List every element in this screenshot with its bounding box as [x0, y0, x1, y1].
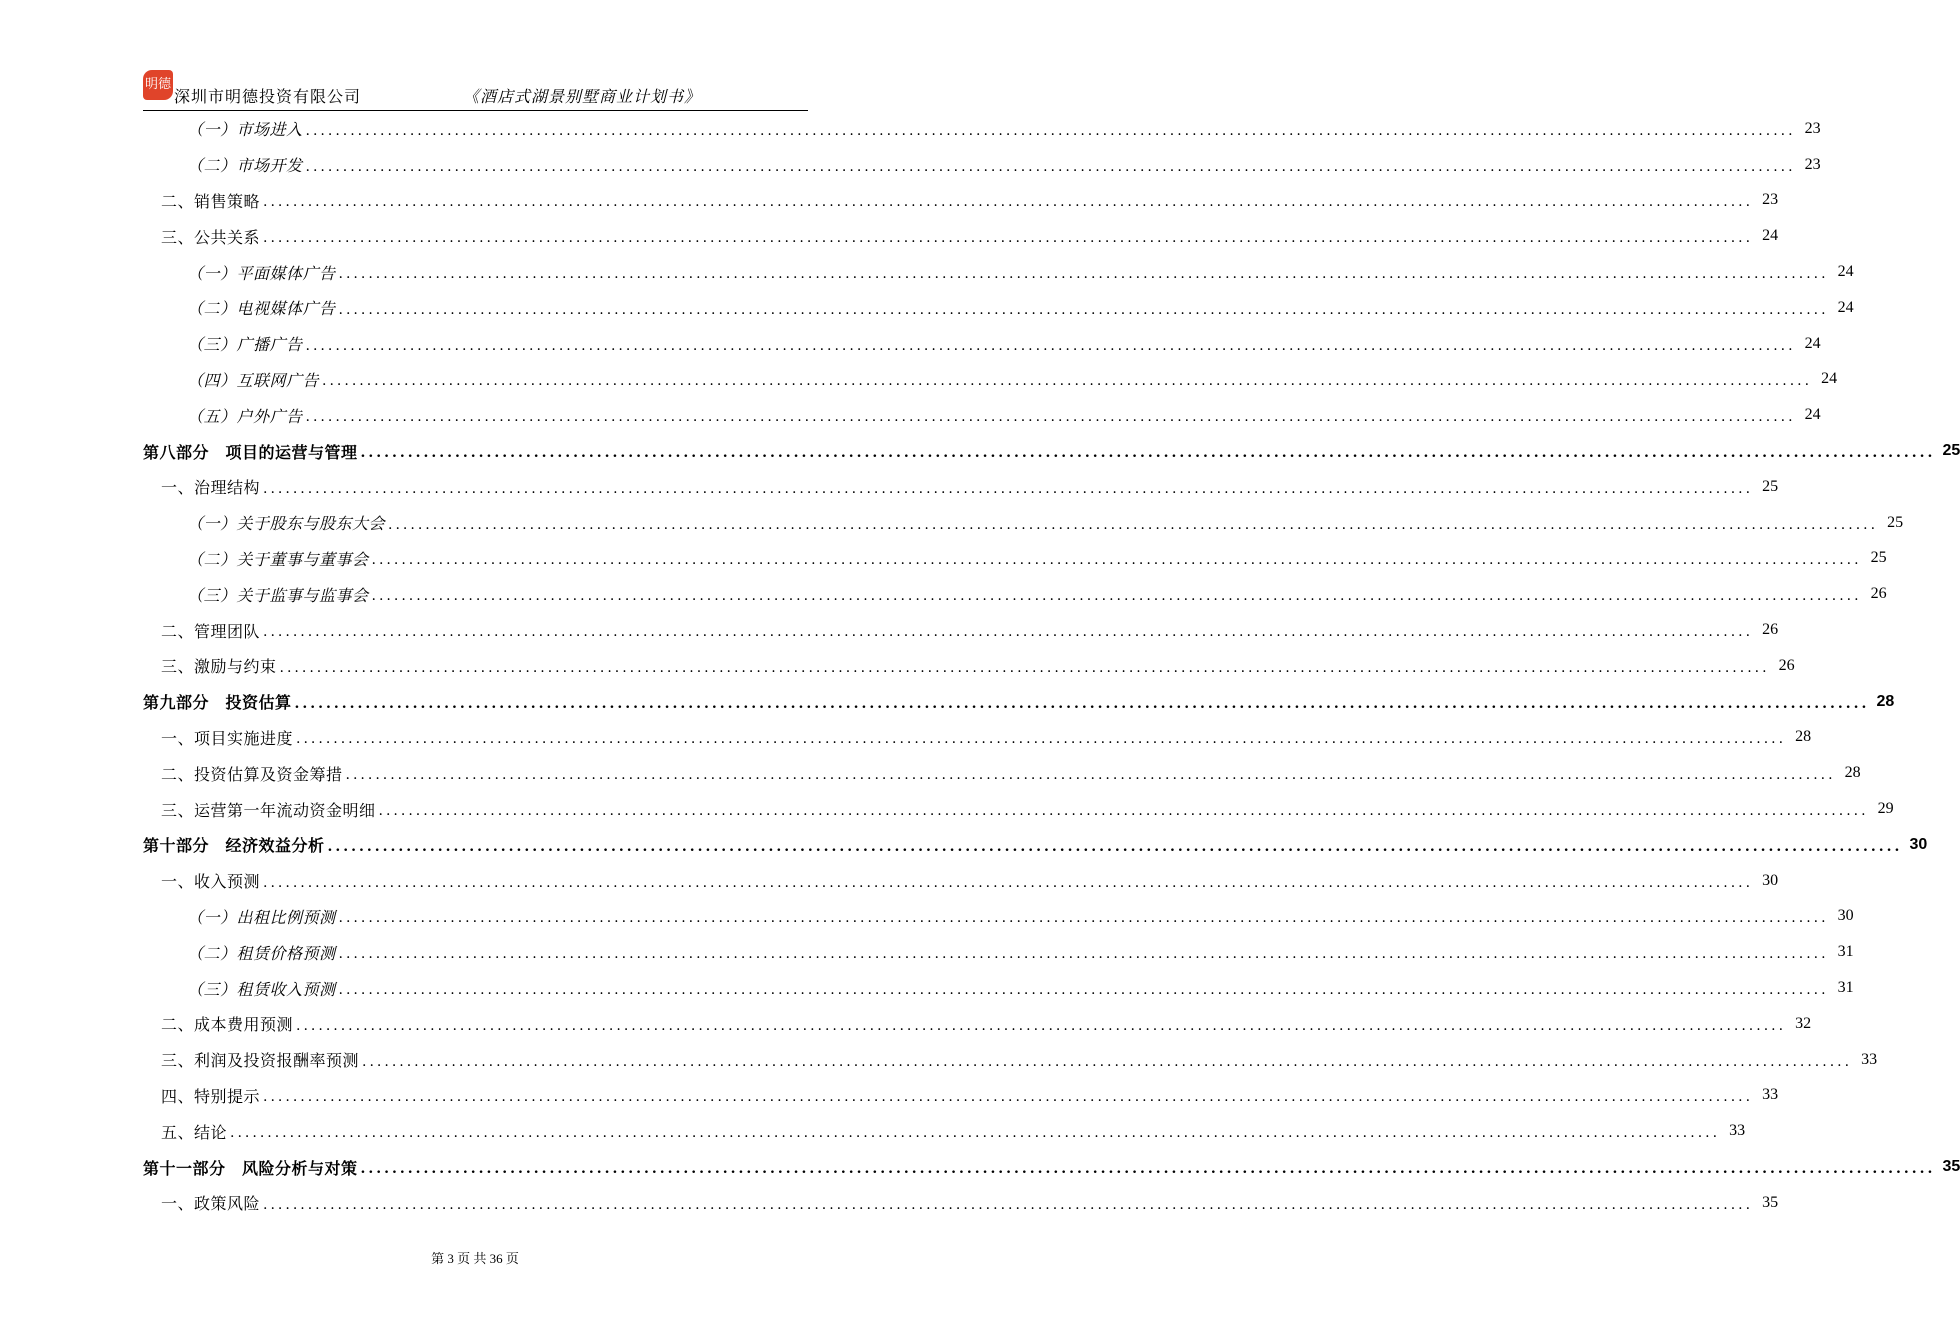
toc-entry[interactable]: [143, 970, 1854, 1006]
dot-leader: ........................................................................................................................................................................................................: [388, 516, 1879, 533]
toc-entry[interactable]: [143, 1006, 1812, 1042]
toc-entry-label: 一、政策风险: [161, 1194, 261, 1214]
toc-entry[interactable]: [143, 827, 1928, 863]
toc-entry[interactable]: [143, 183, 1779, 219]
toc-entry-label: 二、投资估算及资金筹措: [161, 764, 343, 784]
dot-leader: ........................................................................................................................................................................................................: [360, 1161, 1936, 1177]
toc-entry-page: 28: [1876, 692, 1895, 710]
dot-leader: ........................................................................................................................................................................................................: [263, 1196, 1754, 1213]
toc-entry-label: （一）关于股东与股东大会: [187, 514, 386, 534]
toc-entry[interactable]: [143, 505, 1904, 541]
toc-entry-label: （三）租赁收入预测: [187, 979, 336, 999]
toc-entry-page: 23: [1762, 191, 1779, 209]
toc-entry-page: 26: [1870, 585, 1887, 603]
toc-entry-label: （二）市场开发: [187, 156, 303, 176]
toc-entry-page: 30: [1837, 907, 1854, 925]
toc-entry-label: 一、项目实施进度: [161, 728, 294, 748]
dot-leader: ........................................................................................................................................................................................................: [371, 552, 1862, 569]
dot-leader: ........................................................................................................................................................................................................: [294, 695, 1870, 712]
toc-entry[interactable]: [143, 469, 1779, 505]
toc-entry-page: 32: [1795, 1014, 1812, 1032]
dot-leader: ........................................................................................................................................................................................................: [338, 946, 1829, 963]
dot-leader: ........................................................................................................................................................................................................: [371, 588, 1862, 605]
toc-entry[interactable]: [143, 1042, 1878, 1078]
toc-entry-page: 28: [1844, 764, 1861, 782]
toc-entry-label: 一、治理结构: [161, 478, 261, 498]
toc-entry-label: 二、销售策略: [161, 191, 261, 211]
toc-entry[interactable]: [143, 899, 1854, 935]
dot-leader: ........................................................................................................................................................................................................: [263, 624, 1754, 641]
toc-entry-page: 24: [1804, 406, 1821, 424]
toc-entry-label: （五）户外广告: [187, 406, 303, 426]
toc-entry-label: 三、激励与约束: [161, 657, 277, 677]
toc-entry-page: 25: [1942, 442, 1960, 460]
toc-entry-label: 四、特别提示: [161, 1086, 261, 1106]
dot-leader: ........................................................................................................................................................................................................: [296, 731, 1787, 748]
toc-entry-label: （三）关于监事与监事会: [187, 585, 369, 605]
toc-entry-label: （一）市场进入: [187, 120, 303, 140]
toc-entry-label: 二、成本费用预测: [161, 1015, 294, 1035]
toc-entry[interactable]: [143, 863, 1779, 899]
toc-entry[interactable]: [143, 254, 1854, 290]
toc-entry-label: （一）出租比例预测: [187, 907, 336, 927]
toc-entry-page: 30: [1762, 871, 1779, 889]
toc-entry-label: （二）关于董事与董事会: [187, 549, 369, 569]
toc-entry[interactable]: [143, 934, 1854, 970]
dot-leader: ........................................................................................................................................................................................................: [362, 1053, 1853, 1070]
toc-entry-page: 25: [1870, 549, 1887, 567]
toc-entry-page: 24: [1821, 370, 1838, 388]
toc-entry-page: 31: [1837, 979, 1854, 997]
toc-entry-label: （一）平面媒体广告: [187, 263, 336, 283]
dot-leader: ........................................................................................................................................................................................................: [296, 1017, 1787, 1034]
toc-entry[interactable]: [143, 218, 1779, 254]
toc-entry-page: 33: [1762, 1086, 1779, 1104]
dot-leader: ........................................................................................................................................................................................................: [263, 194, 1754, 211]
logo-text: 明德: [144, 77, 171, 92]
toc-entry-page: 26: [1762, 621, 1779, 639]
toc-entry[interactable]: [143, 720, 1812, 756]
toc-entry[interactable]: [143, 147, 1821, 183]
toc-entry-page: 24: [1837, 263, 1854, 281]
toc-entry-page: 35: [1762, 1193, 1779, 1211]
toc-entry-label: 五、结论: [161, 1122, 228, 1142]
toc-entry-label: （三）广播广告: [187, 335, 303, 355]
company-logo-seal: [143, 70, 173, 100]
toc-entry-label: 第九部分 投资估算: [143, 693, 292, 713]
dot-leader: ........................................................................................................................................................................................................: [338, 982, 1829, 999]
toc-entry-page: 24: [1804, 334, 1821, 352]
toc-entry-page: 28: [1795, 728, 1812, 746]
dot-leader: ........................................................................................................................................................................................................: [378, 803, 1869, 820]
toc-entry-page: 23: [1804, 119, 1821, 137]
toc-entry[interactable]: [143, 684, 1895, 720]
toc-entry-label: 三、运营第一年流动资金明细: [161, 800, 376, 820]
toc-entry-page: 26: [1778, 656, 1795, 674]
toc-entry-page: 23: [1804, 155, 1821, 173]
toc-entry-label: 第八部分 项目的运营与管理: [143, 442, 358, 462]
toc-entry-page: 24: [1837, 298, 1854, 316]
toc-entry[interactable]: [143, 326, 1821, 362]
dot-leader: ........................................................................................................................................................................................................: [345, 767, 1836, 784]
page-header: [143, 66, 808, 111]
toc-entry-page: 33: [1861, 1050, 1878, 1068]
dot-leader: ........................................................................................................................................................................................................: [305, 409, 1796, 426]
toc-entry[interactable]: [143, 648, 1795, 684]
toc-entry-page: 35: [1942, 1158, 1960, 1175]
toc-entry[interactable]: [143, 1149, 1960, 1185]
toc-entry[interactable]: [143, 612, 1779, 648]
dot-leader: ........................................................................................................................................................................................................: [230, 1125, 1721, 1142]
dot-leader: ........................................................................................................................................................................................................: [305, 337, 1796, 354]
document-title: 《酒店式湖景别墅商业计划书》: [463, 87, 702, 106]
toc-entry[interactable]: [143, 576, 1887, 612]
dot-leader: ........................................................................................................................................................................................................: [338, 910, 1829, 927]
dot-leader: ........................................................................................................................................................................................................: [327, 838, 1903, 855]
toc-entry-label: 二、管理团队: [161, 621, 261, 641]
dot-leader: ........................................................................................................................................................................................................: [305, 122, 1796, 139]
toc-entry-page: 31: [1837, 943, 1854, 961]
toc-entry[interactable]: [143, 362, 1838, 398]
table-of-contents: [143, 111, 1960, 1221]
toc-entry[interactable]: [143, 1078, 1779, 1114]
toc-entry[interactable]: [143, 1185, 1779, 1221]
dot-leader: ........................................................................................................................................................................................................: [338, 301, 1829, 318]
toc-entry-label: 一、收入预测: [161, 872, 261, 892]
dot-leader: ........................................................................................................................................................................................................: [263, 1089, 1754, 1106]
dot-leader: ........................................................................................................................................................................................................: [305, 158, 1796, 175]
toc-entry[interactable]: [143, 755, 1861, 791]
toc-entry[interactable]: [143, 541, 1887, 577]
toc-entry[interactable]: [143, 791, 1894, 827]
dot-leader: ........................................................................................................................................................................................................: [279, 659, 1770, 676]
toc-entry-label: （二）租赁价格预测: [187, 943, 336, 963]
toc-entry-page: 30: [1909, 835, 1928, 853]
dot-leader: ........................................................................................................................................................................................................: [338, 266, 1829, 283]
dot-leader: ........................................................................................................................................................................................................: [360, 445, 1936, 462]
toc-entry-label: （四）互联网广告: [187, 370, 320, 390]
toc-entry-page: 25: [1887, 513, 1904, 531]
dot-leader: ........................................................................................................................................................................................................: [322, 373, 1813, 390]
toc-entry-label: 三、公共关系: [161, 227, 261, 247]
toc-entry-page: 24: [1762, 227, 1779, 245]
toc-entry-label: 第十一部分 风险分析与对策: [143, 1158, 358, 1178]
toc-entry-label: 第十部分 经济效益分析: [143, 836, 325, 856]
toc-entry[interactable]: [143, 290, 1854, 326]
toc-entry[interactable]: [143, 397, 1821, 433]
page-footer: [0, 1248, 950, 1267]
company-name: 深圳市明德投资有限公司: [174, 87, 362, 106]
toc-entry-page: 25: [1762, 477, 1779, 495]
dot-leader: ........................................................................................................................................................................................................: [263, 230, 1754, 247]
toc-entry[interactable]: [143, 1113, 1746, 1149]
toc-entry-label: 三、利润及投资报酬率预测: [161, 1051, 360, 1071]
toc-entry-label: （二）电视媒体广告: [187, 299, 336, 319]
page-number: 第 3 页 共 36 页: [431, 1251, 519, 1266]
dot-leader: ........................................................................................................................................................................................................: [263, 874, 1754, 891]
toc-entry-page: 33: [1729, 1122, 1746, 1140]
toc-entry[interactable]: [143, 111, 1821, 147]
toc-entry-page: 29: [1877, 800, 1894, 818]
toc-entry[interactable]: [143, 433, 1960, 469]
dot-leader: ........................................................................................................................................................................................................: [263, 480, 1754, 497]
